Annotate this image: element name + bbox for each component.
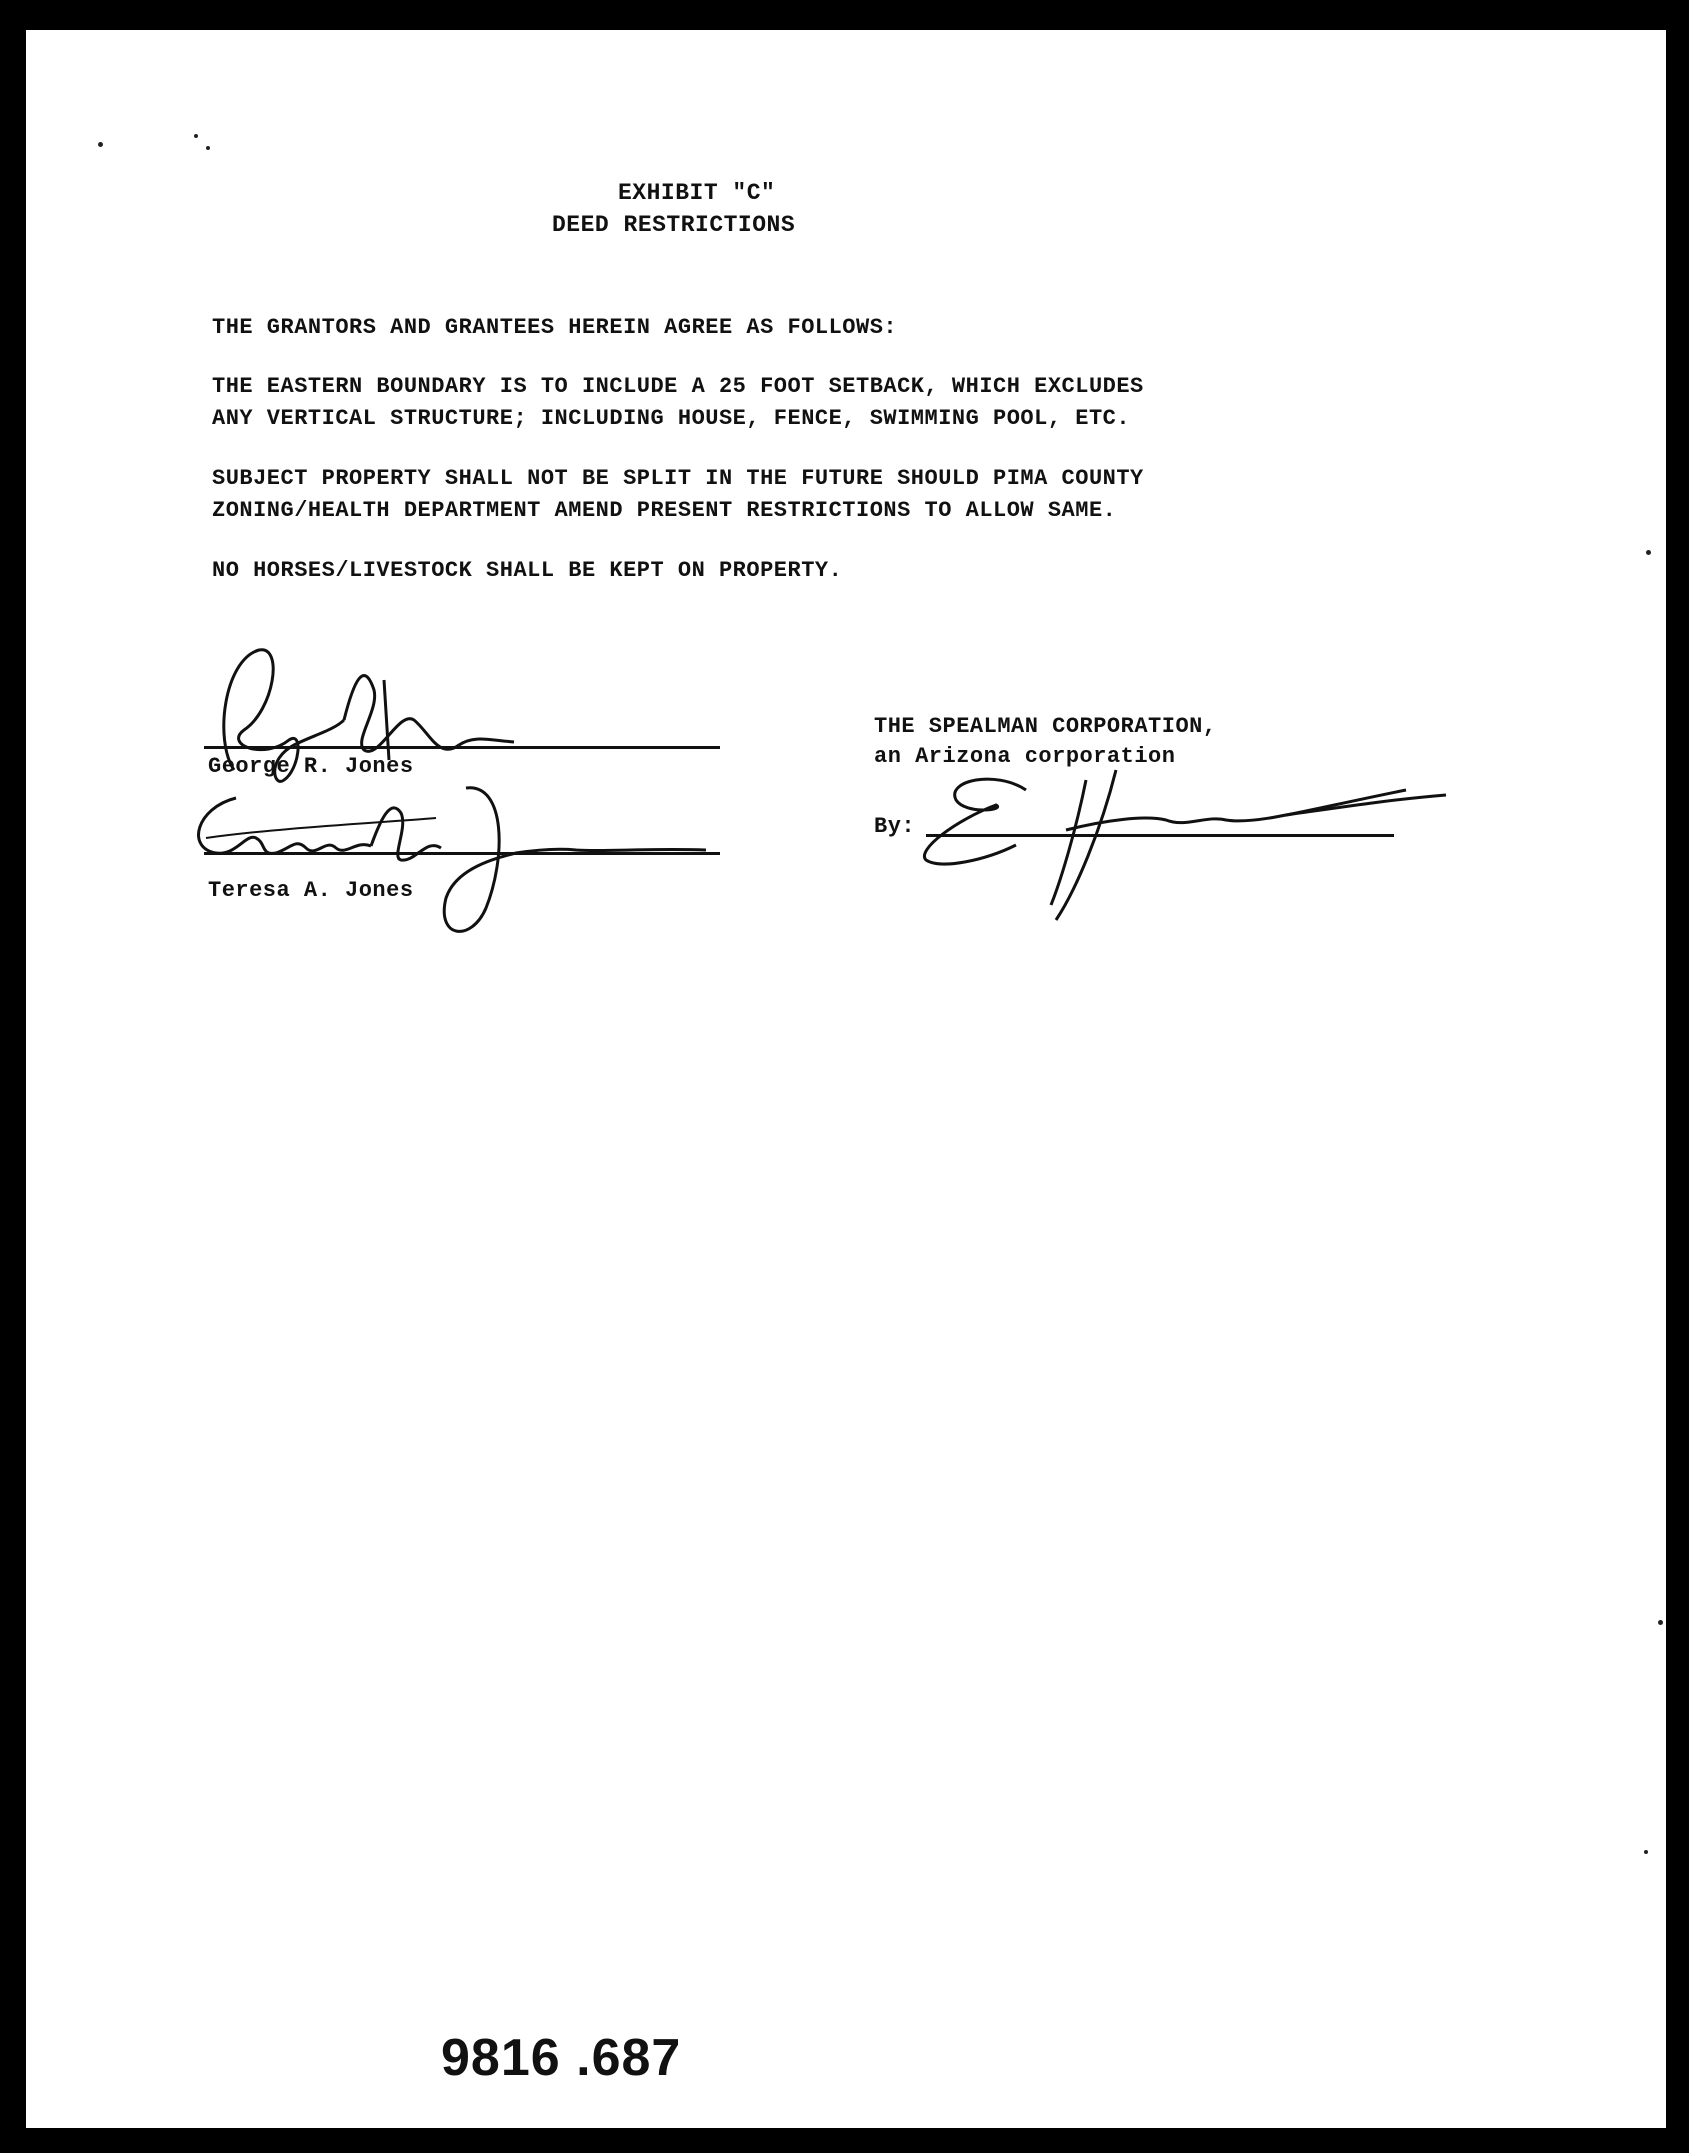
grantor-2-signature-line — [204, 852, 720, 855]
restriction-1-line-1: THE EASTERN BOUNDARY IS TO INCLUDE A 25 FOOT SETBACK, WHICH EXCLUDES — [212, 374, 1144, 399]
corporation-name: THE SPEALMAN CORPORATION, — [874, 714, 1217, 739]
exhibit-heading: EXHIBIT "C" — [618, 180, 776, 206]
grantor-2-name: Teresa A. Jones — [208, 878, 414, 903]
grantor-1-name: George R. Jones — [208, 754, 414, 779]
corporation-signature — [886, 720, 1486, 950]
document-title: DEED RESTRICTIONS — [552, 212, 796, 238]
restriction-1-line-2: ANY VERTICAL STRUCTURE; INCLUDING HOUSE, FENCE, SWIMMING POOL, ETC. — [212, 406, 1131, 431]
scan-speck — [1658, 1620, 1663, 1625]
scan-speck — [1646, 550, 1651, 555]
restriction-2-line-1: SUBJECT PROPERTY SHALL NOT BE SPLIT IN THE FUTURE SHOULD PIMA COUNTY — [212, 466, 1144, 491]
scan-speck — [98, 142, 103, 147]
restriction-2-line-2: ZONING/HEALTH DEPARTMENT AMEND PRESENT RESTRICTIONS TO ALLOW SAME. — [212, 498, 1117, 523]
by-label: By: — [874, 814, 916, 839]
restriction-3-line-1: NO HORSES/LIVESTOCK SHALL BE KEPT ON PROPERTY. — [212, 558, 843, 583]
corporation-type: an Arizona corporation — [874, 744, 1176, 769]
grantor-1-signature-line — [204, 746, 720, 749]
scan-speck — [194, 134, 198, 138]
scan-speck — [1644, 1850, 1648, 1854]
intro-text: THE GRANTORS AND GRANTEES HEREIN AGREE AS FOLLOWS: — [212, 315, 898, 340]
grantor-2-signature — [176, 778, 736, 953]
document-page — [26, 30, 1666, 2128]
page-number: 9816 .687 — [441, 2029, 682, 2087]
scan-speck — [206, 146, 210, 150]
